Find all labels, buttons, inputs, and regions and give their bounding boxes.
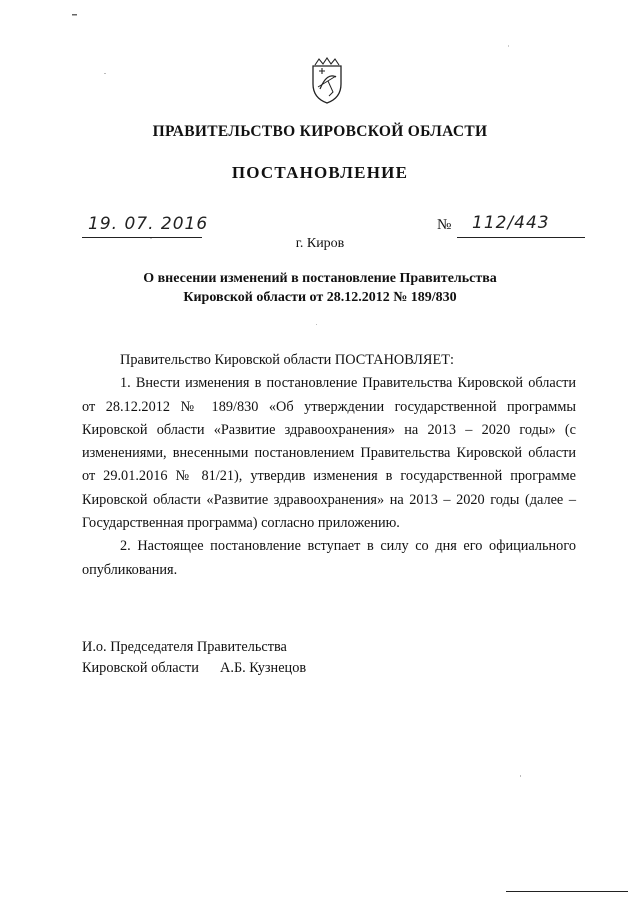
coat-of-arms-emblem xyxy=(306,56,348,106)
signer-region: Кировской области xyxy=(82,660,199,676)
number-sign: № xyxy=(437,217,452,233)
signer-position: И.о. Председателя Правительства xyxy=(82,639,287,655)
signer-name: А.Б. Кузнецов xyxy=(220,660,307,676)
document-city: г. Киров xyxy=(295,236,345,251)
item-1-paragraph: 1. Внести изменения в постановление Правительства Кировской области от 28.12.2012 № 189/830 «Об утверждении государственной программы Кировской области «Развитие здравоохранения» на 2013 – 2020 годы» (с изменениями, внесенными постановлением Правительства Кировской области от 29.01.2016 № 81/21), утвердив изменения в государственной программе Кировской области «Развитие здравоохранения» на 2013 – 2020 годы (далее – Государственная программа) согласно приложению. xyxy=(82,375,576,532)
intro-paragraph: Правительство Кировской области ПОСТАНОВЛЯЕТ: xyxy=(120,352,454,368)
document-number: 112/443 xyxy=(472,213,550,233)
item-2-paragraph: 2. Настоящее постановление вступает в силу со дня его официального опубликования. xyxy=(82,538,576,578)
document-date: 19. 07. 2016 xyxy=(88,214,209,234)
document-subject xyxy=(0,269,640,307)
footer-rule xyxy=(506,891,628,892)
document-body xyxy=(82,349,576,582)
document-type: ПОСТАНОВЛЕНИЕ xyxy=(231,163,409,182)
subject-line-2: Кировской области от 28.12.2012 № 189/830 xyxy=(183,290,457,305)
subject-line-1: О внесении изменений в постановление Правительства xyxy=(143,271,497,286)
signature-block xyxy=(82,637,306,679)
government-title: ПРАВИТЕЛЬСТВО КИРОВСКОЙ ОБЛАСТИ xyxy=(152,123,488,140)
